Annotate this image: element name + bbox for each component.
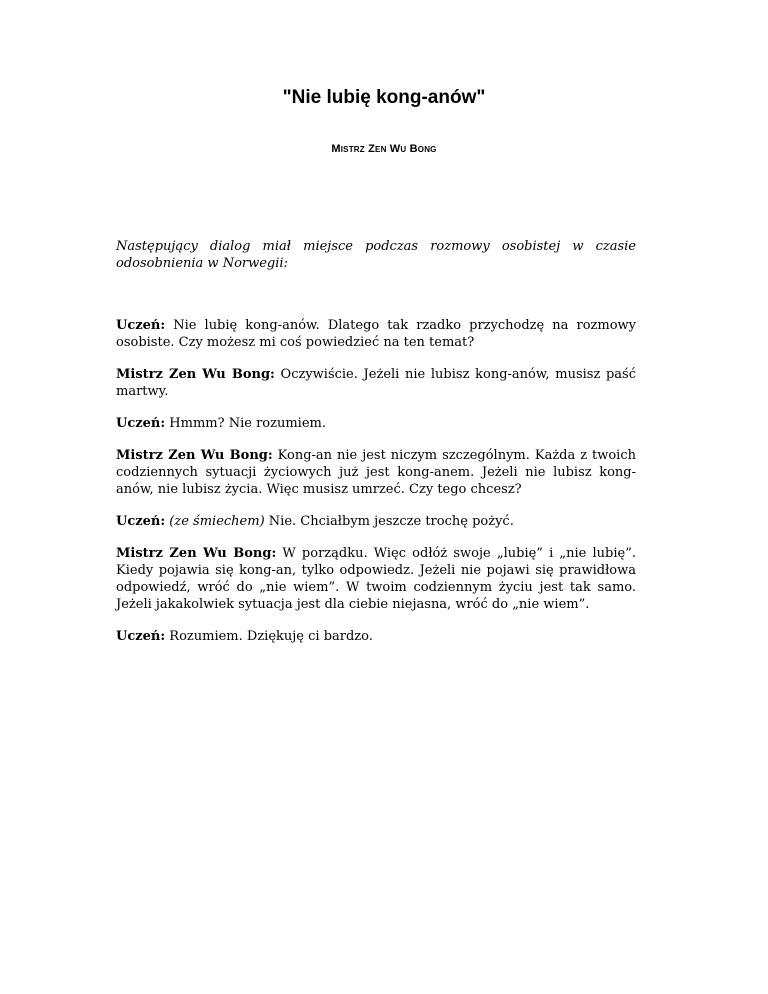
dialog-section <box>116 317 636 660</box>
speaker-label: Uczeń: <box>116 514 166 529</box>
intro-paragraph: Następujący dialog miał miejsce podczas rozmowy osobistej w czasie odosobnienia w Norwegii: <box>116 239 636 271</box>
dialog-paragraph <box>116 317 636 351</box>
speaker-label: Uczeń: <box>116 629 166 644</box>
dialog-text: W porządku. Więc odłóż swoje „lubię” i „nie lubię”. Kiedy pojawia się kong-an, tylko odpowiedz. Jeżeli nie pojawi się prawidłowa odpowiedź, wróć do „nie wiem”. W twoim codziennym życiu jest tak samo. Jeżeli jakakolwiek sytuacja jest dla ciebie niejasna, wróć do „nie wiem”. <box>116 546 636 612</box>
dialog-text: Kong-an nie jest niczym szczególnym. Każda z twoich codziennych sytuacji życiowych już jest kong-anem. Jeżeli nie lubisz kong-anów, nie lubisz życia. Więc musisz umrzeć. Czy tego chcesz? <box>116 448 636 497</box>
speaker-label: Uczeń: <box>116 318 166 333</box>
speaker-label: Mistrz Zen Wu Bong: <box>116 367 275 382</box>
dialog-text: Nie lubię kong-anów. Dlatego tak rzadko przychodzę na rozmowy osobiste. Czy możesz mi coś powiedzieć na ten temat? <box>116 318 636 350</box>
dialog-paragraph <box>116 513 636 530</box>
dialog-paragraph <box>116 447 636 498</box>
dialog-text: Hmmm? Nie rozumiem. <box>169 416 326 431</box>
speaker-label: Uczeń: <box>116 416 166 431</box>
dialog-paragraph <box>116 415 636 432</box>
dialog-aside: (ze śmiechem) <box>169 514 265 529</box>
dialog-text: Rozumiem. Dziękuję ci bardzo. <box>169 629 373 644</box>
dialog-text: Nie. Chciałbym jeszcze trochę pożyć. <box>268 514 514 529</box>
dialog-paragraph <box>116 628 636 645</box>
speaker-label: Mistrz Zen Wu Bong: <box>116 546 277 561</box>
dialog-paragraph <box>116 366 636 400</box>
dialog-text: Oczywiście. Jeżeli nie lubisz kong-anów, musisz paść martwy. <box>116 367 636 399</box>
document-author: Mistrz Zen Wu Bong <box>331 143 437 155</box>
speaker-label: Mistrz Zen Wu Bong: <box>116 448 273 463</box>
dialog-paragraph <box>116 545 636 613</box>
document-title: "Nie lubię kong-anów" <box>282 87 486 108</box>
